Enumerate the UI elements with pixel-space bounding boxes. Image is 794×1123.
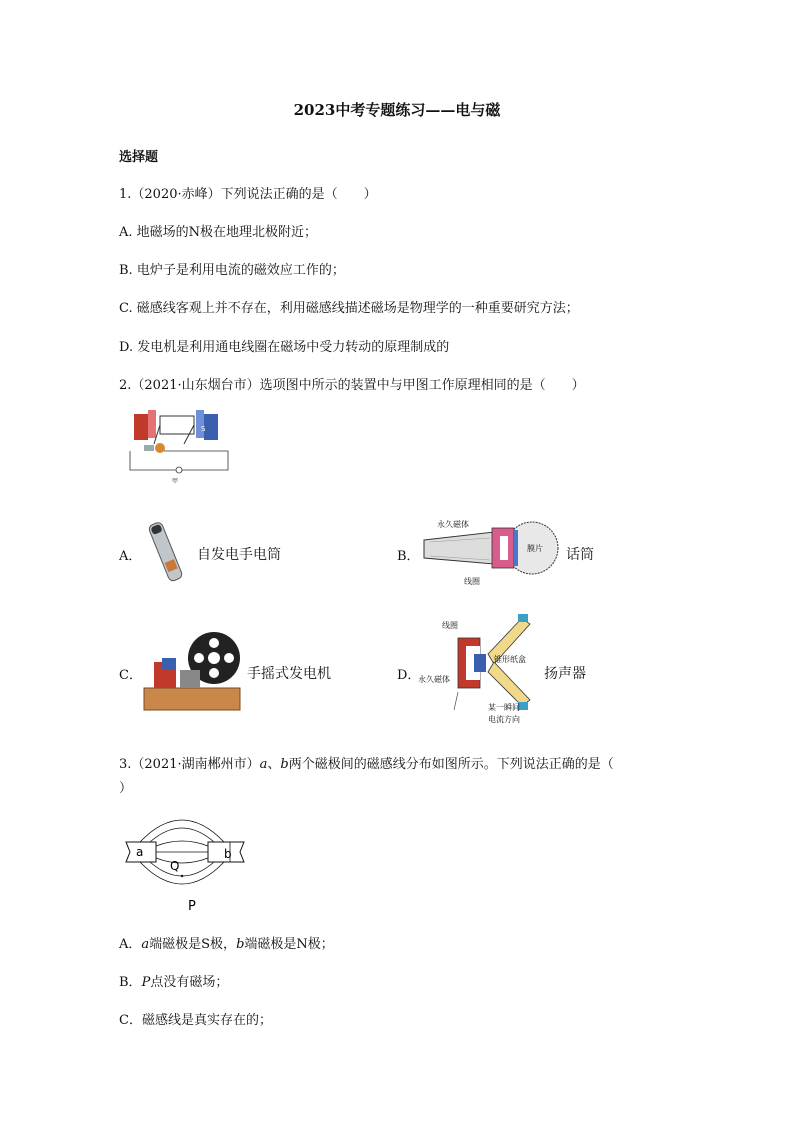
q3-option-a-var2: b	[236, 937, 245, 952]
q3-option-b-end: 点没有磁场；	[150, 975, 229, 990]
q1-option-c: C. 磁感线客观上并不存在，利用磁感线描述磁场是物理学的一种重要研究方法；	[119, 301, 579, 316]
page-title: 2023中考专题练习——电与磁	[293, 101, 501, 119]
magnet-s-side	[196, 410, 204, 438]
q2-stem: 2.（2021·山东烟台市）选项图中所示的装置中与甲图工作原理相同的是（ ）	[119, 378, 585, 393]
q3-stem-rest: 两个磁极间的磁感线分布如图所示。下列说法正确的是（	[288, 757, 614, 772]
q2-option-a-text: 自发电手电筒	[197, 547, 281, 563]
label-q: Q	[170, 859, 180, 873]
label-cone: 锥形纸盒	[494, 655, 526, 664]
q3-field-figure	[120, 814, 250, 914]
q3-stem-source: 3.（2021·湖南郴州市）	[119, 757, 260, 772]
flashlight-image	[140, 518, 190, 588]
q2-option-a-label: A．	[119, 549, 142, 564]
figure-caption: 甲	[172, 478, 179, 485]
q2-option-c-label: C．	[119, 668, 142, 683]
q2-option-b-label: B．	[397, 549, 420, 564]
q3-var-b: b	[280, 757, 289, 772]
q3-option-a	[119, 933, 334, 952]
slip-ring	[155, 443, 165, 453]
label-b: b	[224, 847, 232, 861]
label-p: P	[188, 899, 196, 914]
q3-option-b-var: P	[141, 975, 151, 990]
coil	[160, 416, 194, 434]
svg-text:S: S	[201, 425, 206, 433]
q1-option-b: B. 电炉子是利用电流的磁效应工作的；	[119, 263, 345, 278]
point-p-dot	[181, 875, 183, 877]
label-permanent-magnet: 永久磁体	[437, 520, 469, 529]
q2-option-d-text: 扬声器	[544, 666, 586, 682]
q1-option-a: A. 地磁场的N极在地理北极附近；	[119, 225, 318, 240]
q3-option-c: C．磁感线是真实存在的；	[119, 1013, 272, 1028]
label-coil: 线圈	[442, 621, 458, 630]
q3-option-b	[119, 971, 228, 990]
label-current-direction: 电流方向	[488, 715, 520, 724]
label-instant: 某一瞬间	[488, 703, 520, 712]
q1-option-d: D. 发电机是利用通电线圈在磁场中受力转动的原理制成的	[119, 340, 450, 355]
q2-option-c-text: 手摇式发电机	[247, 666, 331, 682]
q3-option-a-end: 端磁极是N极；	[244, 937, 334, 952]
hand-generator-image	[140, 626, 244, 716]
label-diaphragm: 膜片	[527, 544, 543, 553]
q3-sep: 、	[267, 757, 281, 772]
section-heading: 选择题	[119, 150, 159, 165]
magnet-s-pole	[204, 414, 218, 440]
q3-var-a: a	[259, 757, 268, 772]
q3-stem	[119, 753, 614, 772]
q3-option-a-mid: 端磁极是S极，	[149, 937, 237, 952]
q2-option-d-label: D．	[397, 668, 421, 683]
magnet-n-pole	[134, 414, 148, 440]
label-coil: 线圈	[464, 577, 480, 586]
label-permanent-magnet: 永久磁体	[418, 675, 450, 684]
q1-stem: 1.（2020·赤峰）下列说法正确的是（ ）	[119, 187, 377, 202]
q2-option-b-text: 话筒	[566, 547, 594, 563]
speaker-diagram	[414, 614, 536, 726]
q2-figure-jia	[124, 404, 234, 486]
q3-option-a-var1: a	[141, 937, 150, 952]
label-a: a	[136, 845, 144, 859]
microphone-diagram	[420, 518, 560, 590]
q3-option-a-prefix: A．	[119, 937, 142, 952]
q3-option-b-prefix: B．	[119, 975, 142, 990]
magnet-n-side	[148, 410, 156, 438]
q3-stem-close: ）	[119, 781, 133, 796]
